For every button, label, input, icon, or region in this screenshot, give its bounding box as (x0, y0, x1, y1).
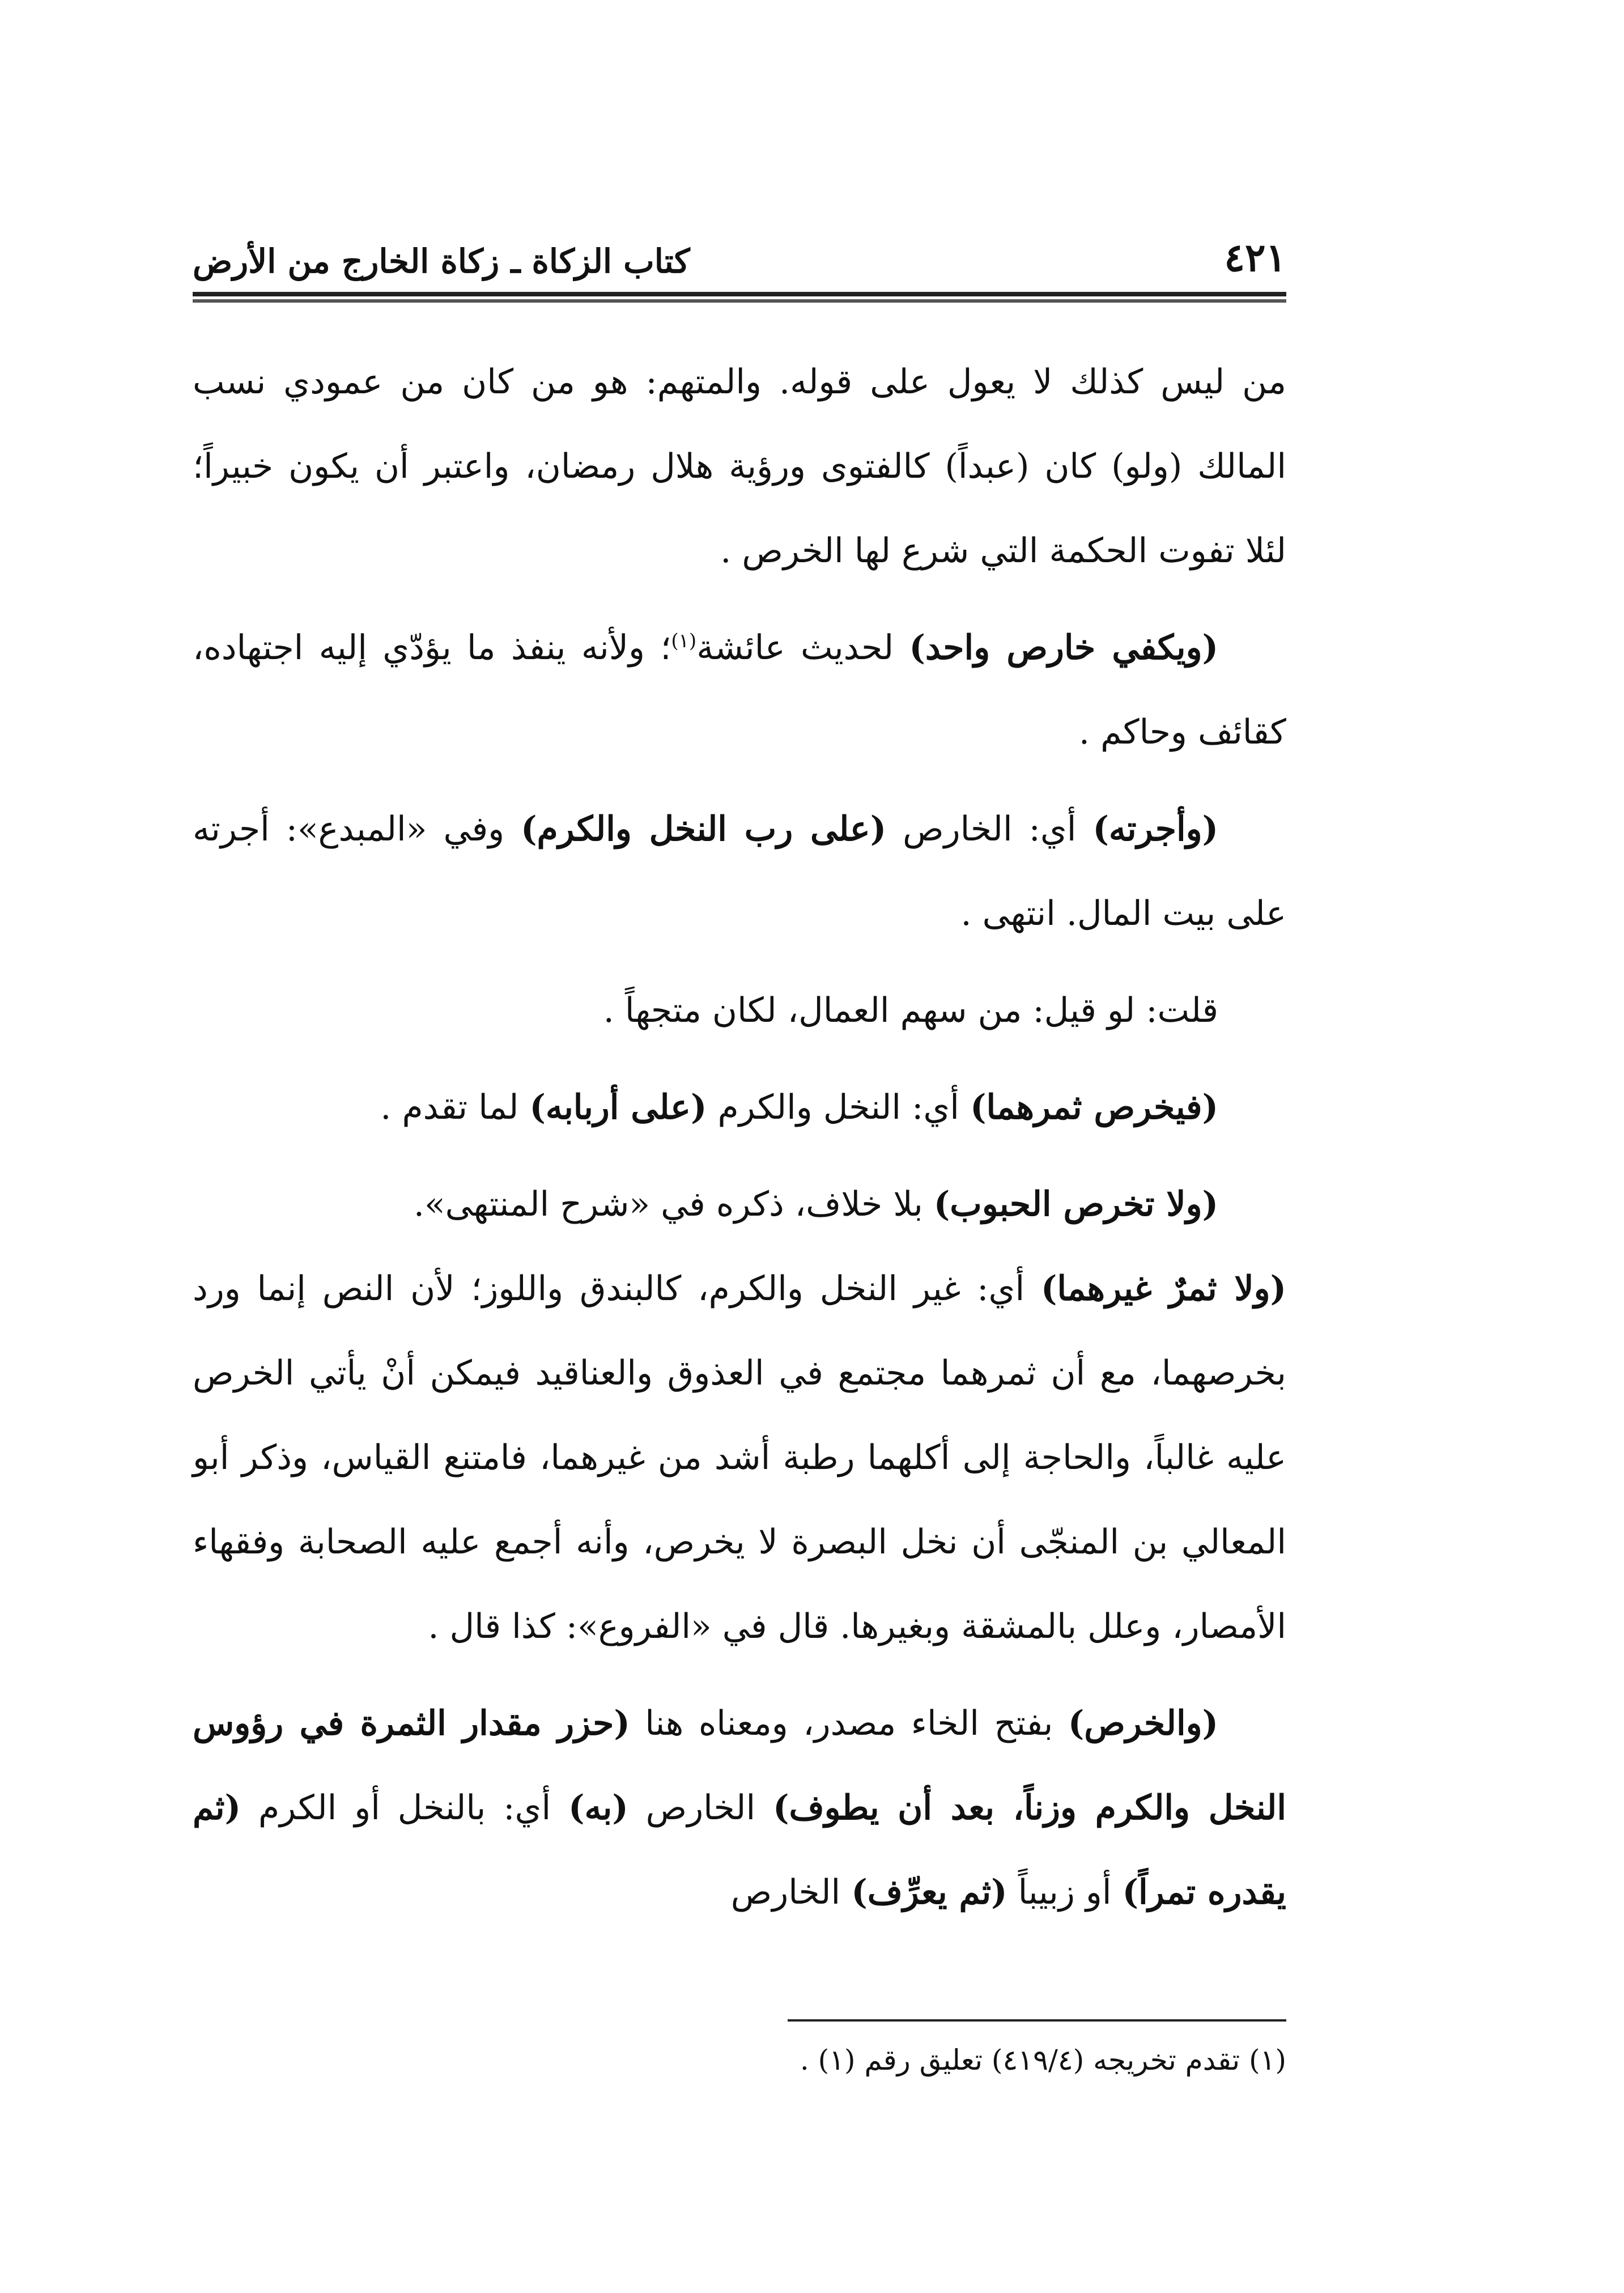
footnote-rule (788, 2019, 1286, 2022)
header-rule (193, 292, 1286, 296)
chapter-title: كتاب الزكاة ـ زكاة الخارج من الأرض (193, 242, 690, 281)
footnote (193, 2037, 1286, 2083)
page-number: ٤٢١ (1224, 235, 1286, 281)
bold-term: (على أربابه) (529, 1088, 707, 1127)
header-rule-secondary (193, 299, 1286, 303)
bold-term: (ويكفي خارص واحد) (909, 628, 1218, 668)
bold-term: (ثم يعرِّف) (851, 1872, 1007, 1912)
bold-term: (والخرص) (1068, 1704, 1218, 1743)
bold-term: (على رب النخل والكرم) (521, 809, 887, 849)
footnote-text: (١) تقدم تخريجه (٤١٩/٤) تعليق رقم (١) . (800, 2044, 1286, 2077)
bold-term: (ولا ثمرٌ غيرهما) (1040, 1269, 1286, 1309)
paragraph: (ويكفي خارص واحد) لحديث عائشة$^{(١)}$؛ ولأنه ينفذ ما يؤدّي إليه اجتهاده، كقائف وحاكم . (193, 628, 1286, 752)
bold-term: (ثم يقدره تمراً) (193, 1788, 1286, 1912)
bold-term: (وأجرته) (1092, 809, 1218, 849)
bold-term: (فيخرص ثمرهما) (970, 1088, 1218, 1127)
paragraph: من ليس كذلك لا يعول على قوله. والمتهم: هو من كان من عمودي نسب المالك (ولو) كان (عبداً) كالفتوى ورؤية هلال رمضان، واعتبر أن يكون خبيراً؛ لئلا تفوت الحكمة التي شرع لها الخرص . (193, 362, 1286, 571)
book-page (193, 0, 1286, 2293)
bold-term: (ولا تخرص الحبوب) (933, 1184, 1218, 1224)
paragraph: قلت: لو قيل: من سهم العمال، لكان متجهاً . (603, 991, 1218, 1030)
bold-term: (حزر مقدار الثمرة في رؤوس النخل والكرم وزناً، بعد أن يطوف) (193, 1704, 1287, 1828)
bold-term: (به) (568, 1788, 628, 1828)
footnote-ref: (١) (671, 630, 697, 652)
main-text (193, 340, 1286, 1947)
paragraph: (فيخرص ثمرهما) أي: النخل والكرم (على أربابه) لما تقدم . (380, 1088, 1218, 1127)
paragraph: (وأجرته) أي: الخارص (على رب النخل والكرم) وفي «المبدع»: أجرته على بيت المال. انتهى . (193, 809, 1286, 933)
paragraph: (والخرص) بفتح الخاء مصدر، ومعناه هنا (حزر مقدار الثمرة في رؤوس النخل والكرم وزناً، بعد أن يطوف) الخارص (به) أي: بالنخل أو الكرم (ثم يقدره تمراً) أو زبيباً (ثم يعرِّف) الخارص (193, 1704, 1287, 1912)
paragraph: (ولا تخرص الحبوب) بلا خلاف، ذكره في «شرح المنتهى». (413, 1184, 1218, 1224)
paragraph: (ولا ثمرٌ غيرهما) أي: غير النخل والكرم، كالبندق واللوز؛ لأن النص إنما ورد بخرصهما، مع أن ثمرهما مجتمع في العذوق والعناقيد فيمكن أنْ يأتي الخرص عليه غالباً، والحاجة إلى أكلهما رطبة أشد من غيرهما، فامتنع القياس، وذكر أبو المعالي بن المنجّى أن نخل البصرة لا يخرص، وأنه أجمع عليه الصحابة وفقهاء الأمصار، وعلل بالمشقة وبغيرها. قال في «الفروع»: كذا قال . (193, 1269, 1286, 1646)
running-header (193, 235, 1286, 281)
